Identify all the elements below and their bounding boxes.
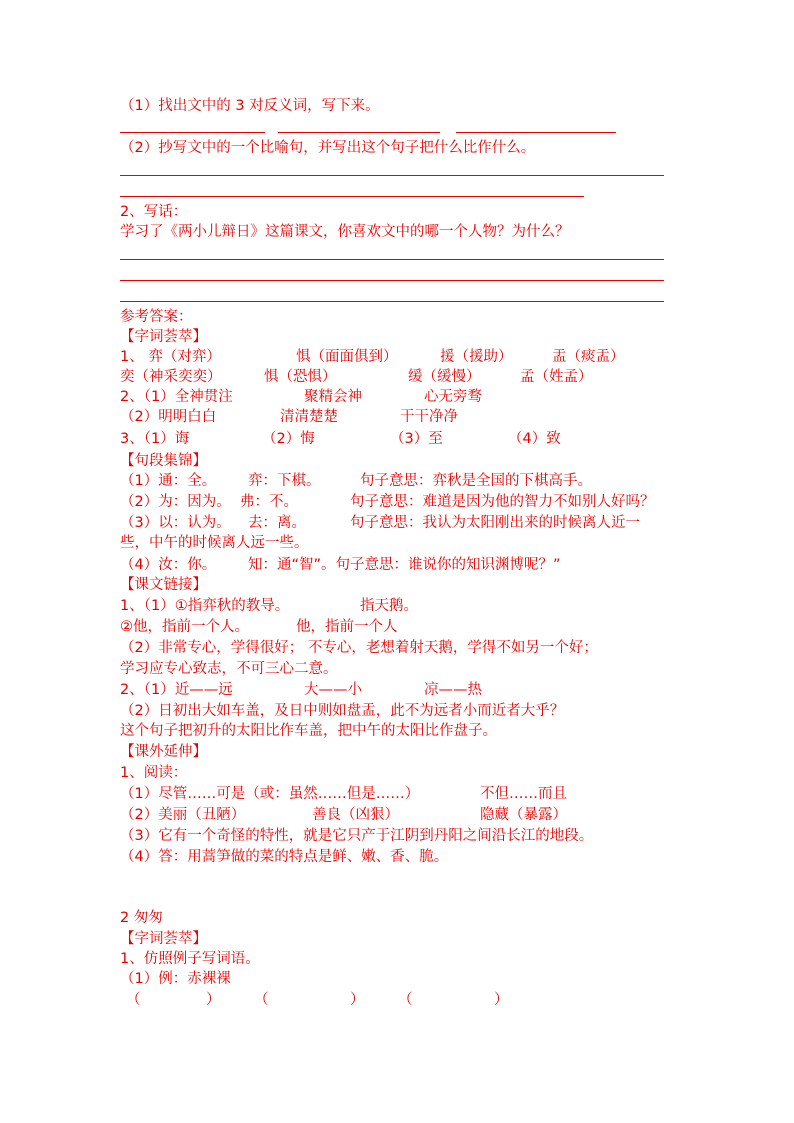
answer-item: 缓（缓慢） xyxy=(408,369,481,385)
blank-open: （ xyxy=(398,992,413,1008)
section-heading: 【字词荟萃】 xyxy=(120,931,207,947)
answer-item: 他，指前一个人 xyxy=(296,619,398,635)
answer-item: 聚精会神 xyxy=(304,389,362,405)
answer-item: （1）尽管……可是（或：虽然……但是……） xyxy=(120,786,420,802)
answer-item: （2）非常专心，学得很好； 不专心，老想着射天鹅，学得不如另一个好； xyxy=(120,640,598,656)
answer-item: 凉——热 xyxy=(424,682,482,698)
section-heading: 【字词荟萃】 xyxy=(120,329,207,345)
section-heading: 【课外延伸】 xyxy=(120,744,207,760)
answer-item: 不但……而且 xyxy=(480,786,567,802)
answer-item: 奕（神采奕奕） xyxy=(120,369,222,385)
exercise-example: （1）例：赤裸裸 xyxy=(120,971,231,987)
answer-line xyxy=(120,259,664,260)
answer-item: （4）致 xyxy=(508,431,561,447)
answer-line xyxy=(120,175,664,176)
answer-item: 隐藏（暴露） xyxy=(480,807,567,823)
answer-item: 盂（痰盂） xyxy=(552,349,625,365)
answer-item: 善良（凶狠） xyxy=(312,807,399,823)
answer-item: （1）通：全。 xyxy=(120,473,217,489)
blank-open: （ xyxy=(126,992,141,1008)
blank-close: ） xyxy=(206,992,221,1008)
answer-item: 些，中午的时候离人远一些。 xyxy=(120,535,309,551)
blank-close: ） xyxy=(494,992,509,1008)
answer-item: 1、阅读： xyxy=(120,765,188,781)
answer-line xyxy=(120,196,584,197)
section-heading: 【课文链接】 xyxy=(120,577,207,593)
answer-line xyxy=(120,301,664,302)
question-simile: （2）抄写文中的一个比喻句，并写出这个句子把什么比作什么。 xyxy=(120,140,536,156)
answer-item: 心无旁骛 xyxy=(424,389,482,405)
answer-item: （4）答：用蒿笋做的菜的特点是鲜、嫩、香、脆。 xyxy=(120,849,449,865)
answer-item: 孟（姓孟） xyxy=(520,369,593,385)
answer-item: （2）为：因为。 xyxy=(120,494,231,510)
answer-item: 干干净净 xyxy=(400,409,458,425)
answer-item: （4）汝：你。 xyxy=(120,557,217,573)
answer-item: 弈：下棋。 xyxy=(248,473,321,489)
answer-item: （2）日初出大如车盖，及日中则如盘盂，此不为远者小而近者大乎？ xyxy=(120,703,565,719)
answer-item: 2、（1）全神贯注 xyxy=(120,389,233,405)
answer-item: 去：离。 xyxy=(248,515,306,531)
exercise-instruction: 1、仿照例子写词语。 xyxy=(120,951,260,967)
question-antonyms: （1）找出文中的 3 对反义词，写下来。 xyxy=(120,98,380,114)
answer-item: （2）美丽（丑陋） xyxy=(120,807,246,823)
answer-item: 学习应专心致志，不可三心二意。 xyxy=(120,661,338,677)
answer-item: 1、 弈（对弈） xyxy=(120,349,221,365)
blank-open: （ xyxy=(254,992,269,1008)
answer-item: （3）以：认为。 xyxy=(120,515,231,531)
answer-item: （3）它有一个奇怪的特性，就是它只产于江阴到丹阳之间沿长江的地段。 xyxy=(120,828,594,844)
answer-item: 清清楚楚 xyxy=(280,409,338,425)
answer-item: 指天鹅。 xyxy=(360,598,418,614)
answer-item: 惧（恐惧） xyxy=(264,369,337,385)
answer-item: 援（援助） xyxy=(440,349,513,365)
answer-item: 3、（1）诲 xyxy=(120,431,190,447)
answer-line xyxy=(120,132,265,133)
answer-item: ②他，指前一个人。 xyxy=(120,619,249,635)
section-heading: 【句段集锦】 xyxy=(120,453,207,469)
answer-item: 句子意思：弈秋是全国的下棋高手。 xyxy=(360,473,592,489)
answer-item: （3）至 xyxy=(390,431,443,447)
lesson-title: 2 匆匆 xyxy=(120,910,163,926)
answer-item: 2、（1）近——远 xyxy=(120,682,233,698)
answer-item: 这个句子把初升的太阳比作车盖，把中午的太阳比作盘子。 xyxy=(120,723,497,739)
answer-item: 1、（1）①指弈秋的教导。 xyxy=(120,598,290,614)
answer-line xyxy=(456,132,616,133)
answer-item: （2）明明白白 xyxy=(120,409,217,425)
answers-title: 参考答案： xyxy=(120,309,193,325)
answer-item: 知：通“智”。句子意思：谁说你的知识渊博呢？” xyxy=(248,557,561,573)
answer-item: 句子意思：难道是因为他的智力不如别人好吗？ xyxy=(350,494,655,510)
writing-prompt: 学习了《两小儿辩日》这篇课文，你喜欢文中的哪一个人物？为什么？ xyxy=(120,224,570,240)
answer-line xyxy=(120,280,664,281)
answer-item: 弗：不。 xyxy=(240,494,298,510)
answer-line xyxy=(278,132,440,133)
answer-item: 句子意思：我认为太阳刚出来的时候离人近一 xyxy=(350,515,640,531)
writing-title: 2、写话： xyxy=(120,204,188,220)
answer-item: 惧（面面俱到） xyxy=(296,349,398,365)
answer-item: （2）悔 xyxy=(262,431,315,447)
answer-item: 大——小 xyxy=(304,682,362,698)
blank-close: ） xyxy=(350,992,365,1008)
